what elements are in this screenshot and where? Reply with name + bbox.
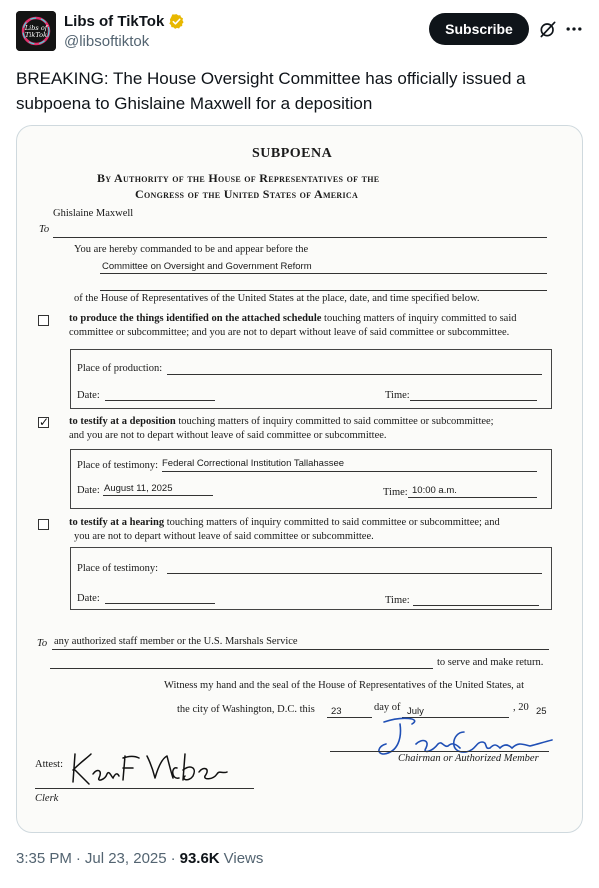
chairman-signature-line — [330, 751, 549, 752]
city-text: the city of Washington, D.C. this — [177, 704, 315, 715]
handle[interactable]: @libsoftiktok — [64, 33, 150, 50]
hearing-line-2: you are not to depart without leave of said committee or subcommittee. — [74, 531, 374, 542]
separator: · — [75, 850, 81, 867]
subpoena-document — [17, 126, 582, 832]
verified-badge-icon — [168, 13, 185, 30]
deposition-rest: touching matters of inquiry committed to said committee or subcommittee; — [175, 416, 494, 427]
committee-line-2 — [100, 290, 547, 291]
of-house-text: of the House of Representatives of the United States at the place, date, and time specified below. — [74, 293, 480, 304]
recipient-name: Ghislaine Maxwell — [53, 208, 134, 219]
witness-text: Witness my hand and the seal of the House of Representatives of the United States, at — [164, 680, 524, 691]
deposition-time-value: 10:00 a.m. — [412, 485, 457, 496]
deposition-date-line — [103, 495, 213, 496]
committee-line-1 — [100, 273, 547, 274]
tweet-time[interactable]: 3:35 PM — [16, 850, 72, 867]
deposition-time-label: Time: — [383, 487, 408, 498]
to-label: To — [39, 224, 50, 235]
clerk-label: Clerk — [35, 793, 59, 804]
marshal-line-2 — [50, 668, 433, 669]
subscribe-button[interactable]: Subscribe — [429, 13, 529, 45]
hearing-box — [70, 547, 552, 610]
production-date-line — [105, 400, 215, 401]
year-suffix: 25 — [536, 706, 547, 717]
produce-rest: touching matters of inquiry committed to said — [321, 313, 517, 324]
deposition-line-2: and you are not to depart without leave of said committee or subcommittee. — [69, 430, 387, 441]
serve-text: to serve and make return. — [437, 657, 544, 668]
production-time-label: Time: — [385, 390, 410, 401]
hearing-place-line — [167, 573, 542, 574]
tweet-text: BREAKING: The House Oversight Committee has officially issued a subpoena to Ghislaine Maxwell for a deposition — [16, 69, 526, 113]
marshal-line-1 — [52, 649, 549, 650]
clerk-signature-line — [35, 788, 254, 789]
name-row — [64, 13, 185, 30]
grok-icon[interactable] — [538, 19, 558, 39]
recipient-line — [53, 237, 547, 238]
avatar-text-1: Libs of — [24, 24, 48, 32]
deposition-bold: to testify at a deposition — [69, 416, 176, 427]
more-icon[interactable] — [564, 19, 584, 39]
produce-bold: to produce the things identified on the attached schedule — [69, 313, 322, 324]
deposition-place-line — [162, 471, 537, 472]
produce-checkbox[interactable] — [38, 315, 49, 326]
place-of-production-label: Place of production: — [77, 363, 163, 374]
authority-line-1: By Authority of the House of Representatives of the — [97, 171, 380, 185]
deposition-check-mark-icon: ✓ — [39, 415, 50, 429]
deposition-text — [69, 416, 494, 427]
deposition-time-line — [408, 497, 537, 498]
hearing-place-label: Place of testimony: — [77, 563, 159, 574]
commanded-text: You are hereby commanded to be and appear before the — [74, 244, 309, 255]
hearing-date-line — [105, 603, 215, 604]
tweet-date[interactable]: Jul 23, 2025 — [84, 850, 167, 867]
hearing-time-line — [413, 605, 539, 606]
committee-name: Committee on Oversight and Government Reform — [102, 261, 312, 272]
deposition-date-label: Date: — [77, 485, 100, 496]
separator: · — [170, 850, 176, 867]
year-prefix: , 20 — [513, 702, 529, 713]
chairman-label: Chairman or Authorized Member — [398, 753, 539, 764]
hearing-date-label: Date: — [77, 593, 100, 604]
day-of-text: day of — [374, 702, 401, 713]
views-label: Views — [223, 850, 264, 867]
deposition-place-value: Federal Correctional Institution Tallahassee — [162, 458, 345, 469]
hearing-bold: to testify at a hearing — [69, 517, 165, 528]
avatar-logo-icon — [16, 11, 56, 51]
month-value: July — [407, 706, 424, 717]
marshal-text: any authorized staff member or the U.S. Marshals Service — [54, 636, 298, 647]
day-number: 23 — [331, 706, 342, 717]
produce-line-2: committee or subcommittee; and you are not to depart without leave of said committee or subcommittee. — [69, 327, 510, 338]
production-date-label: Date: — [77, 390, 100, 401]
hearing-text — [69, 517, 500, 528]
deposition-date-value: August 11, 2025 — [104, 483, 173, 494]
avatar[interactable] — [16, 11, 56, 51]
deposition-checkbox[interactable] — [38, 417, 49, 428]
produce-text — [69, 313, 517, 324]
to-marshal-label: To — [37, 638, 48, 649]
attest-label: Attest: — [35, 759, 63, 770]
tweet-media-image[interactable] — [16, 125, 583, 833]
clerk-signature-icon — [67, 748, 232, 788]
day-number-line — [327, 717, 372, 718]
production-place-line — [167, 374, 542, 375]
hearing-checkbox[interactable] — [38, 519, 49, 530]
avatar-text-2: TikTok — [24, 31, 48, 39]
doc-title: SUBPOENA — [252, 146, 333, 161]
production-time-line — [410, 400, 537, 401]
views-count: 93.6K — [179, 850, 220, 867]
tweet-footer — [16, 850, 263, 867]
hearing-time-label: Time: — [385, 595, 410, 606]
authority-line-2: Congress of the United States of America — [135, 187, 359, 201]
tweet-header — [16, 11, 583, 55]
hearing-rest: touching matters of inquiry committed to said committee or subcommittee; and — [164, 517, 500, 528]
deposition-place-label: Place of testimony: — [77, 460, 159, 471]
display-name[interactable]: Libs of TikTok — [64, 13, 165, 30]
